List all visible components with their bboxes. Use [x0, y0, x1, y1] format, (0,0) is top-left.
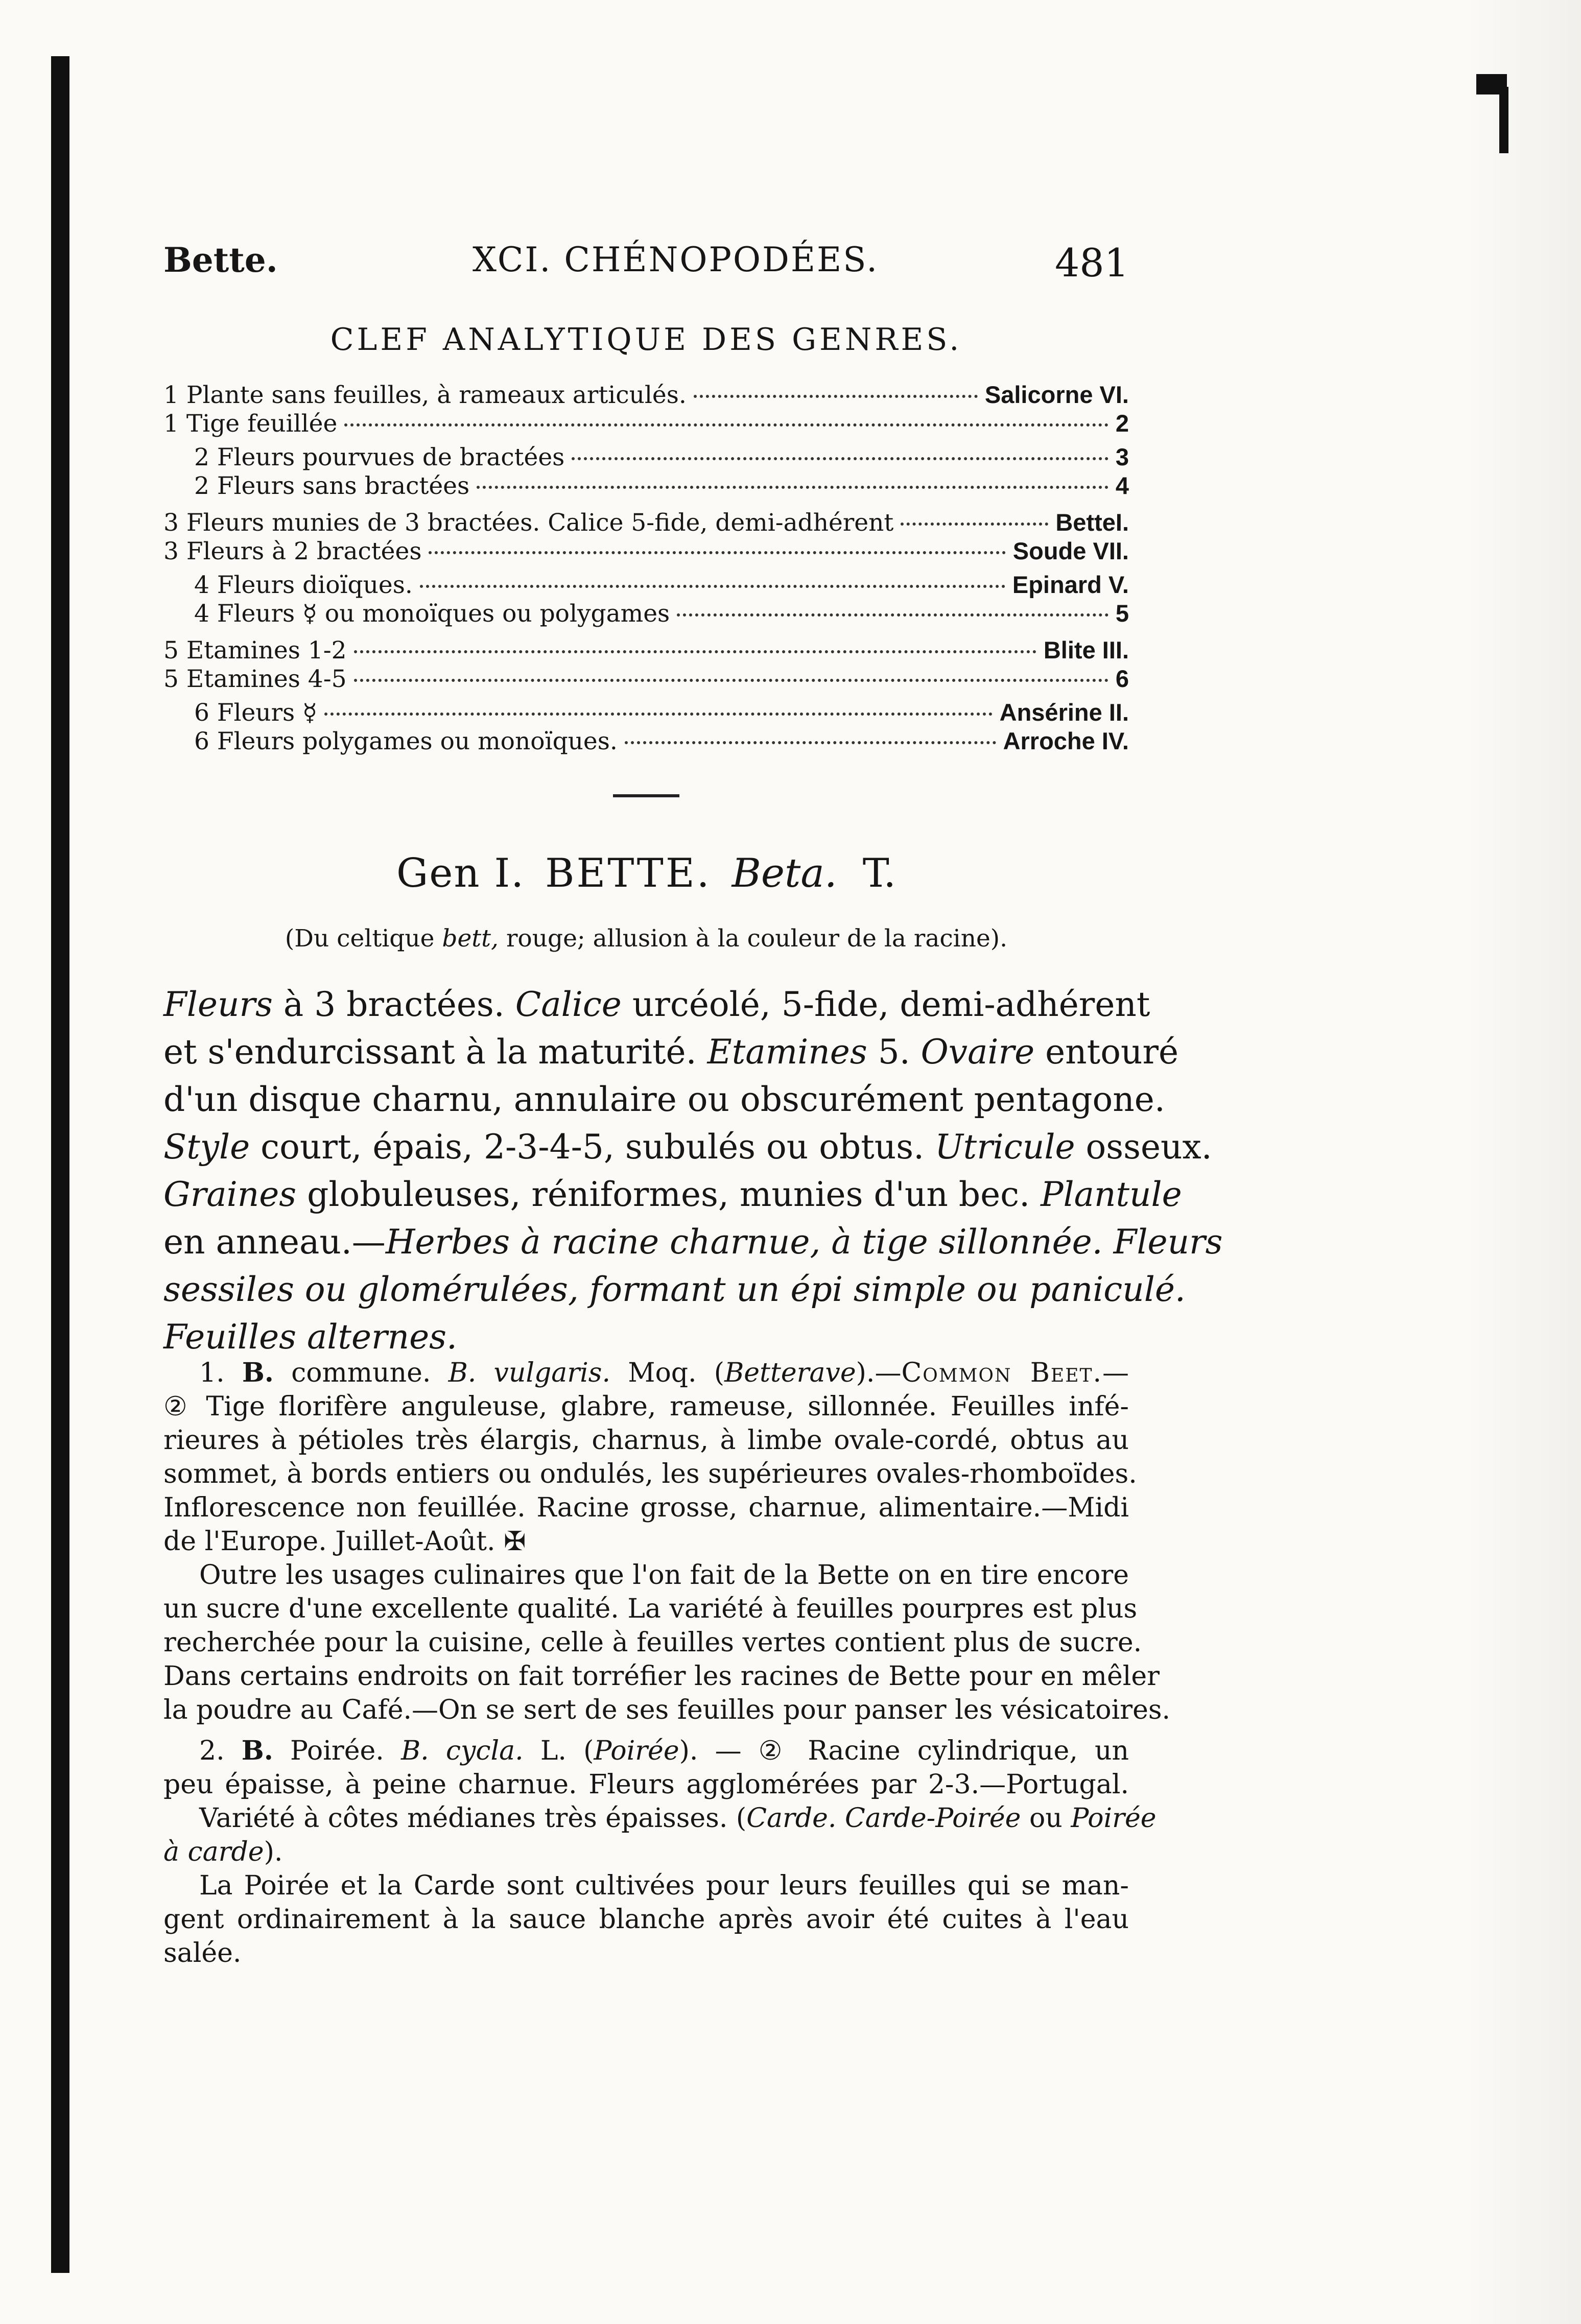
section-divider	[613, 794, 679, 797]
species-line: ② Tige florifère anguleuse, glabre, rameuse, sillonnée. Feuilles infé-	[163, 1391, 1129, 1422]
key-row	[163, 443, 1129, 475]
key-row-result: Soude VII.	[1012, 537, 1129, 564]
species-line: un sucre d'une excellente qualité. La variété à feuilles pourpres est plus	[163, 1594, 1138, 1624]
dot-leader	[572, 457, 1108, 460]
species-line: La Poirée et la Carde sont cultivées pour leurs feuilles qui se man-	[199, 1870, 1129, 1901]
key-row-text: 3 Fleurs à 2 bractées	[163, 537, 422, 565]
species-line: 1. B. commune. B. vulgaris. Moq. (Betterave).—Common Beet.—	[199, 1357, 1129, 1388]
page-edge-shadow	[1464, 0, 1581, 2324]
key-row	[163, 381, 1129, 412]
key-row-result: BetteI.	[1055, 509, 1129, 536]
key-row-result: 3	[1115, 443, 1129, 470]
key-row	[163, 409, 1129, 441]
dot-leader	[477, 486, 1108, 489]
key-row-result: 4	[1115, 472, 1129, 499]
key-row	[163, 727, 1129, 758]
description-line: Graines globuleuses, réniformes, munies d'un bec. Plantule	[163, 1175, 1182, 1214]
species-line: gent ordinairement à la sauce blanche après avoir été cuites à l'eau	[163, 1904, 1129, 1935]
dot-leader	[344, 423, 1108, 426]
genus-latin: Beta.	[731, 850, 837, 896]
genus-author: T.	[862, 850, 896, 896]
dot-leader	[677, 613, 1108, 616]
description-line: et s'endurcissant à la maturité. Etamines 5. Ovaire entouré	[163, 1032, 1179, 1072]
key-title: CLEF ANALYTIQUE DES GENRES.	[330, 322, 962, 358]
key-row	[163, 508, 1129, 540]
dot-leader	[354, 650, 1036, 653]
key-row-text: 5 Etamines 1-2	[163, 636, 347, 665]
dot-leader	[901, 523, 1048, 526]
species-line: la poudre au Café.—On se sert de ses feuilles pour panser les vésicatoires.	[163, 1695, 1171, 1725]
running-head-center: XCI. CHÉNOPODÉES.	[473, 240, 879, 279]
species-entry-1	[163, 1356, 1171, 1727]
etymology-text: (Du celtique	[285, 924, 435, 953]
genus-name: BETTE.	[545, 850, 712, 896]
species-line: de l'Europe. Juillet-Août. ✠	[163, 1526, 526, 1557]
description-line: Fleurs à 3 bractées. Calice urcéolé, 5-fide, demi-adhérent	[163, 985, 1150, 1024]
key-row-text: 1 Tige feuillée	[163, 410, 338, 438]
key-row-text: 5 Etamines 4-5	[163, 665, 347, 693]
key-row-result: 5	[1115, 600, 1129, 627]
description-line: en anneau.—Herbes à racine charnue, à tige sillonnée. Fleurs	[163, 1222, 1223, 1262]
key-row-text: 6 Fleurs ☿	[194, 699, 317, 727]
species-line: Outre les usages culinaires que l'on fait de la Bette on en tire encore	[199, 1560, 1129, 1591]
species-line: rieures à pétioles très élargis, charnus, à limbe ovale-cordé, obtus au	[163, 1425, 1129, 1456]
species-line: Variété à côtes médianes très épaisses. (Carde. Carde-Poirée ou Poirée	[199, 1803, 1157, 1834]
key-row-result: Salicorne VI.	[984, 381, 1129, 408]
key-row-text: 4 Fleurs dioïques.	[194, 571, 413, 599]
key-row-text: 3 Fleurs munies de 3 bractées. Calice 5-fide, demi-adhérent	[163, 509, 894, 537]
key-row	[163, 698, 1129, 730]
species-line: Dans certains endroits on fait torréfier les racines de Bette pour en mêler	[163, 1661, 1160, 1692]
key-row-result: Blite III.	[1043, 636, 1129, 663]
key-row-text: 1 Plante sans feuilles, à rameaux articulés.	[163, 381, 687, 409]
genus-heading	[163, 850, 1129, 896]
dot-leader	[429, 551, 1005, 554]
key-row	[163, 471, 1129, 503]
description-line: d'un disque charnu, annulaire ou obscurément pentagone.	[163, 1080, 1165, 1119]
species-line: Inflorescence non feuillée. Racine grosse, charnue, alimentaire.—Midi	[163, 1492, 1129, 1523]
key-row	[163, 571, 1129, 602]
species-line: sommet, à bords entiers ou ondulés, les supérieures ovales-rhomboïdes.	[163, 1459, 1137, 1489]
dot-leader	[354, 679, 1108, 682]
description-line: Style court, épais, 2-3-4-5, subulés ou obtus. Utricule osseux.	[163, 1127, 1212, 1167]
genus-description	[163, 981, 1223, 1361]
key-row-text: 6 Fleurs polygames ou monoïques.	[194, 727, 618, 755]
key-row-result: 2	[1115, 410, 1129, 437]
key-row	[163, 599, 1129, 631]
running-head-left: Bette.	[163, 240, 278, 280]
key-row	[163, 537, 1129, 568]
corner-ink-mark	[1499, 87, 1508, 153]
key-row-text: 4 Fleurs ☿ ou monoïques ou polygames	[194, 600, 670, 628]
dot-leader	[625, 741, 996, 744]
description-line: Feuilles alternes.	[163, 1317, 457, 1357]
species-line: recherchée pour la cuisine, celle à feuilles vertes contient plus de sucre.	[163, 1627, 1142, 1658]
page-number: 481	[1054, 240, 1129, 286]
key-row-result: Epinard V.	[1012, 571, 1129, 598]
dot-leader	[324, 713, 993, 716]
etymology-word: bett,	[442, 924, 499, 953]
running-header	[163, 240, 1129, 286]
etymology-text: rouge; allusion à la couleur de la racine).	[506, 924, 1008, 953]
dot-leader	[420, 585, 1005, 588]
key-row-result: Arroche IV.	[1003, 727, 1129, 754]
species-line: à carde).	[163, 1837, 283, 1867]
key-row-text: 2 Fleurs pourvues de bractées	[194, 443, 565, 471]
species-entry-2	[163, 1734, 1157, 1970]
genus-label: Gen I.	[396, 850, 525, 896]
key-row-result: 6	[1115, 665, 1129, 692]
dot-leader	[694, 395, 978, 398]
key-row	[163, 665, 1129, 696]
key-row-result: Ansérine II.	[999, 699, 1129, 726]
species-line: peu épaisse, à peine charnue. Fleurs agglomérées par 2-3.—Portugal.	[163, 1769, 1129, 1800]
page-binding-shadow	[51, 56, 69, 2273]
species-line: salée.	[163, 1938, 242, 1969]
key-row-text: 2 Fleurs sans bractées	[194, 472, 470, 500]
key-row	[163, 636, 1129, 668]
description-line: sessiles ou glomérulées, formant un épi simple ou paniculé.	[163, 1270, 1186, 1309]
etymology	[163, 924, 1129, 953]
species-line: 2. B. Poirée. B. cycla. L. (Poirée). — ② Racine cylindrique, un	[199, 1735, 1129, 1766]
